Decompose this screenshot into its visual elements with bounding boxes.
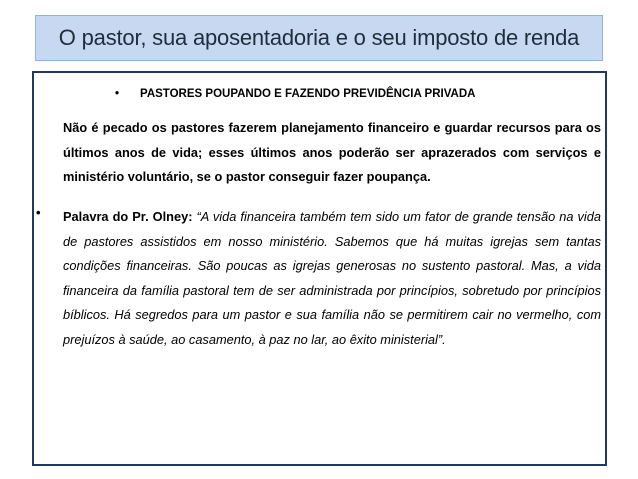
bullet-icon: • [115, 88, 120, 100]
speaker-label: Palavra do Pr. Olney: [63, 209, 193, 224]
title-bar [35, 15, 603, 61]
bullet-icon: • [36, 205, 41, 220]
section-heading-text: PASTORES POUPANDO E FAZENDO PREVIDÊNCIA PRIVADA [140, 88, 476, 100]
paragraph-quote [63, 205, 601, 353]
slide-title: O pastor, sua aposentadoria e o seu imposto de renda [58, 25, 580, 50]
section-heading [0, 88, 638, 106]
quote-text: “A vida financeira também tem sido um fator de grande tensão na vida de pastores assistidos em nosso ministério. Sabemos que há muitas igrejas sem tantas condições financeiras. São poucas as igrejas generosas no sustento pastoral. Mas, a vida financeira da família pastoral tem de ser administrada por princípios, sobretudo por princípios bíblicos. Há segredos para um pastor e sua família não se permitirem cair no vermelho, com prejuízos à saúde, ao casamento, à paz no lar, ao êxito ministerial”. [63, 209, 601, 347]
paragraph-planning: Não é pecado os pastores fazerem planejamento financeiro e guardar recursos para os últimos anos de vida; esses últimos anos poderão ser aprazerados com serviços e ministério voluntário, se o pastor conseguir fazer poupança. [63, 120, 601, 184]
